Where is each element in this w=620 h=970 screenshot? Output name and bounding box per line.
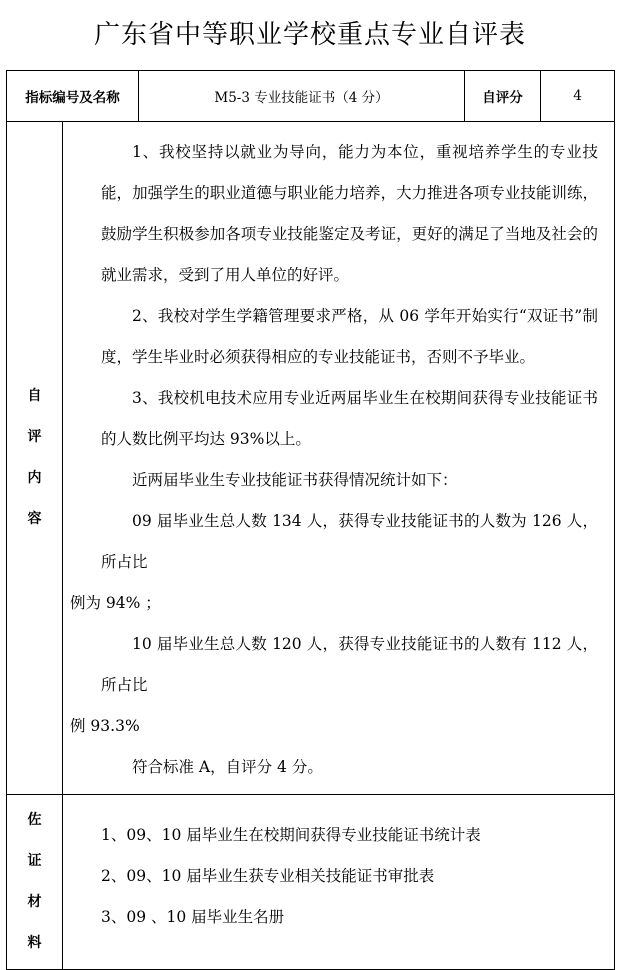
content-paragraph: 3、我校机电技术应用专业近两届毕业生在校期间获得专业技能证书的人数比例平均达 93%以上。 [101, 389, 598, 448]
score-value: 4 [541, 71, 615, 122]
content-paragraph: 1、我校坚持以就业为导向，能力为本位，重视培养学生的专业技能，加强学生的职业道德与职业能力培养，大力推进各项专业技能训练，鼓励学生积极参加各项专业技能鉴定及考证，更好的满足了当地及社会的就业需求，受到了用人单位的好评。 [101, 143, 598, 284]
self-eval-row [7, 122, 615, 795]
indicator-label: 指标编号及名称 [7, 71, 139, 122]
self-eval-label-char: 容 [27, 511, 42, 527]
evidence-item: 1、09、10 届毕业生在校期间获得专业技能证书统计表 [101, 826, 481, 844]
self-eval-label-char: 内 [27, 470, 42, 486]
self-eval-label [7, 122, 63, 795]
content-paragraph: 例 93.3% [70, 717, 140, 735]
evidence-label-char: 证 [27, 853, 42, 869]
evidence-item: 3、09 、10 届毕业生名册 [101, 908, 285, 926]
evidence-label-char: 材 [27, 894, 42, 910]
content-paragraph: 2、我校对学生学籍管理要求严格，从 06 学年开始实行“双证书”制度，学生毕业时必须获得相应的专业技能证书，否则不予毕业。 [101, 307, 598, 366]
content-paragraph: 09 届毕业生总人数 134 人，获得专业技能证书的人数为 126 人，所占比 [101, 512, 598, 571]
header-row [7, 71, 615, 122]
score-label: 自评分 [465, 71, 541, 122]
self-eval-label-char: 自 [27, 388, 42, 404]
evidence-content [63, 795, 615, 970]
self-eval-label-char: 评 [27, 429, 42, 445]
evidence-row [7, 795, 615, 970]
self-eval-content [63, 122, 615, 795]
content-paragraph: 符合标准 A，自评分 4 分。 [132, 758, 323, 776]
content-paragraph: 近两届毕业生专业技能证书获得情况统计如下： [132, 471, 458, 489]
content-paragraph: 例为 94% ； [70, 594, 161, 612]
evidence-label-char: 佐 [27, 812, 42, 828]
evidence-label [7, 795, 63, 970]
content-paragraph: 10 届毕业生总人数 120 人，获得专业技能证书的人数有 112 人，所占比 [101, 635, 598, 694]
evidence-label-char: 料 [27, 935, 42, 951]
indicator-value: M5-3 专业技能证书（4 分） [139, 71, 465, 122]
self-evaluation-table [6, 70, 615, 970]
page-title: 广东省中等职业学校重点专业自评表 [93, 20, 526, 50]
evidence-item: 2、09、10 届毕业生获专业相关技能证书审批表 [101, 867, 435, 885]
